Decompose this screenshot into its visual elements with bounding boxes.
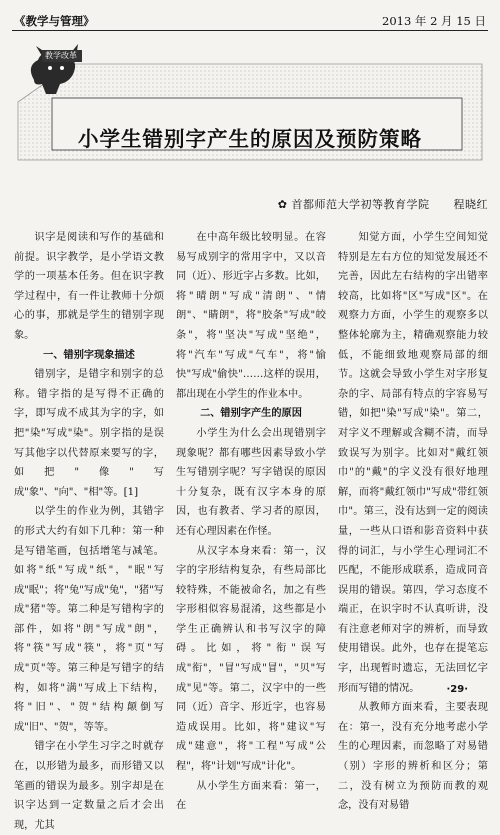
author-name: 程晓红 xyxy=(453,198,488,211)
body-paragraph: 以学生的作业为例，其错字的形式大约有如下几种：第一种是写错笔画，包括增笔与减笔。如将"纸"写成"纸"，"眠"写成"眠"；将"兔"写成"兔"，"猪"写成"猪"等。第二种是写错构字的部件，如将"朗"写成"朗"，将"筷"写成"筷"，将"页"写成"页"等。第三种是写错字的结构，如将"满"写成上下结构，将"旧"、"贺"结构颠倒写成"旧"、"贺"，等等。 xyxy=(14,506,164,733)
journal-name: 《教学与管理》 xyxy=(14,14,95,28)
body-paragraph: 从小学生方面来看：第一，在 xyxy=(176,780,326,812)
column-label: 教学改革 xyxy=(45,51,77,60)
issue-date: 2013 年 2 月 15 日 xyxy=(382,14,486,28)
body-paragraph: 知觉方面，小学生空间知觉特别是左右方位的知觉发展还不完善，因此左右结构的字出错率较高，比如将"区"写成"区"。在观察力方面，小学生的观察多以整体轮廓为主，精确观察能力较低，不能细致地观察局部的细节。这就会导致小学生对字形复杂的字、局部有特点的字容易写错，如把"染"写成"染"。第二，对字义不理解或含糊不清，而导致误写为别字。比如对"戴红领巾"的"戴"的字义没有很好地理解，而将"戴红领巾"写成"带红领巾"。第三，没有达到一定的阅读量，一些从口语和影音资料中获得的词汇，与小学生心理词汇不匹配，不能形成联系，造成同音误用的错误。第四，学习态度不端正，在识字时不认真听讲，没有注意老师对字的辨析，而导致使用错误。此外，也存在提笔忘字，出现暂时遗忘，无法回忆字形而写错的情况。 xyxy=(338,232,488,694)
section-heading: 一、错别字现象描述 xyxy=(43,348,135,361)
section-heading: 二、错别字产生的原因 xyxy=(200,407,302,420)
title-banner xyxy=(12,42,488,170)
body-paragraph: 在中高年级比较明显。在容易写成别字的常用字中，又以音同（近）、形近字占多数。比如，将"晴朗"写成"清朗"、"情朗"、"睛朗"，将"胶条"写成"皎条"，将"坚决"写成"坚绝"，将"汽车"写成"气车"，将"愉快"写成"偷快"……这样的误用，都出现在小学生的作业本中。 xyxy=(176,232,326,400)
body-paragraph: 错别字，是错字和别字的总称。错字指的是写得不正确的字，即写成不成其为字的字，如把"染"写成"染"。别字指的是误写其他字以代替原来要写的字，如把"像"写成"象"、"向"、"相"等。[1] xyxy=(14,369,164,498)
page-number: ·29· xyxy=(446,684,468,695)
byline xyxy=(0,196,488,212)
body-paragraph: 错字在小学生习字之时就存在，以形错为最多，而形错又以笔画的错误为最多。别字却是在识字达到一定数量之后才会出现，尤其 xyxy=(14,741,164,831)
body-paragraph: 从汉字本身来看：第一，汉字的字形结构复杂，有些局部比较特殊，不能被命名，加之有些字形相似容易混淆，这些都是小学生正确辨认和书写汉字的障碍。比如，将"衔"误写成"衔"，"冒"写成"冒"，"贝"写成"见"等。第二，汉字中的一些同（近）音字、形近字，也容易造成误用。比如，将"建议"写成"建意"，将"工程"写成"公程"，将"计划"写成"计化"。 xyxy=(176,545,326,773)
article-title: 小学生错别字产生的原因及预防策略 xyxy=(78,127,422,151)
author-institution: 首都师范大学初等教育学院 xyxy=(291,198,430,211)
body-paragraph: 识字是阅读和写作的基础和前提。识字教学，是小学语文教学的一项基本任务。但在识字教学过程中，有一件让教师十分烦心的事，那就是学生的错别字现象。 xyxy=(14,232,164,341)
body-paragraph: 从教师方面来看，主要表现在：第一，没有充分地考虑小学生的心理因素，而忽略了对易错（别）字形的辨析和区分；第二，没有树立为预防而教的观念，没有对易错 xyxy=(338,702,488,812)
text-column-1 xyxy=(14,228,164,831)
text-column-2 xyxy=(176,228,326,812)
body-paragraph: 小学生为什么会出现错别字现象呢？都有哪些因素导致小学生写错别字呢？写字错误的原因十分复杂，既有汉字本身的原因，也有教者、学习者的原因，还有心理因素在作怪。 xyxy=(176,427,326,537)
flower-icon: ✿ xyxy=(277,198,288,211)
running-header xyxy=(12,10,488,31)
